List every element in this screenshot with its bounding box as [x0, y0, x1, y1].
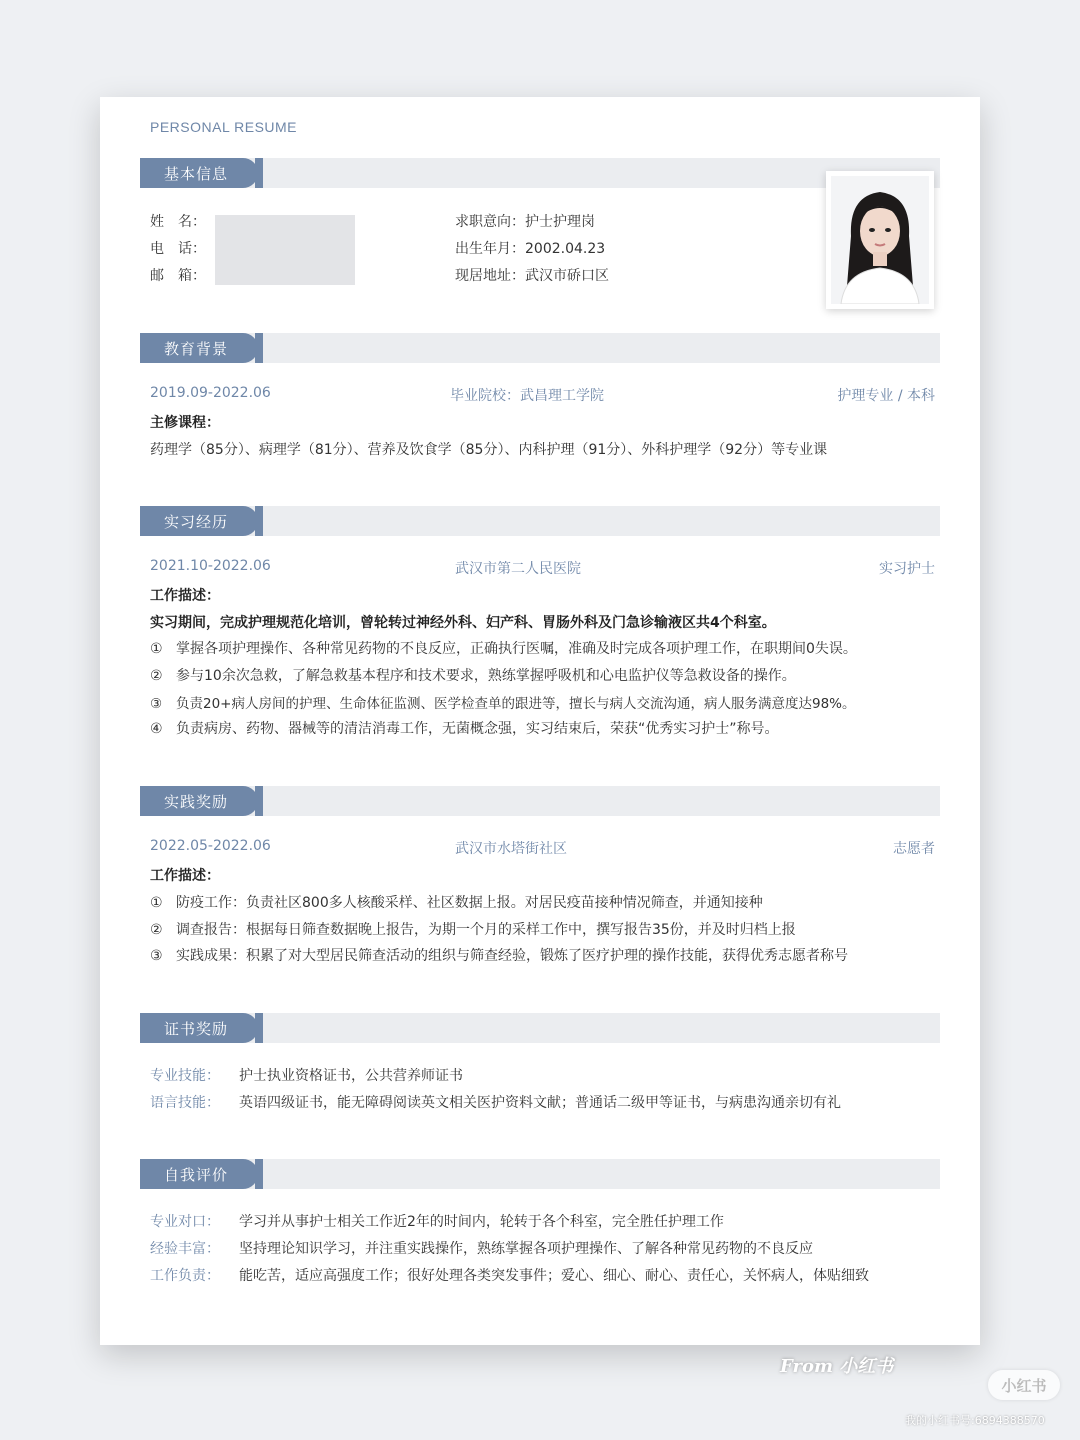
resume-title: PERSONAL RESUME	[150, 119, 298, 135]
section-basic-info-label: 基本信息	[140, 158, 258, 188]
redacted-block	[215, 215, 355, 285]
email-row: 邮 箱：	[150, 268, 206, 284]
section-self-evaluation-label: 自我评价	[140, 1159, 258, 1189]
practice-desc-label: 工作描述：	[150, 868, 220, 884]
courses-text: 药理学（85分）、病理学（81分）、营养及饮食学（85分）、内科护理（91分）、外科护理学（92分）等专业课	[150, 442, 828, 458]
cert-row: 专业技能： 护士执业资格证书，公共营养师证书	[150, 1068, 463, 1084]
list-item: ④ 负责病房、药物、器械等的清洁消毒工作，无菌概念强，实习结束后，荣获“优秀实习护士”称号。	[150, 721, 779, 737]
list-item: ② 参与10余次急救，了解急救基本程序和技术要求，熟练掌握呼吸机和心电监护仪等急救设备的操作。	[150, 668, 796, 684]
resume-paper	[100, 97, 980, 1345]
name-row: 姓 名：	[150, 214, 206, 230]
section-education-label: 教育背景	[140, 333, 258, 363]
practice-date: 2022.05-2022.06	[150, 838, 271, 854]
self-eval-row: 工作负责： 能吃苦，适应高强度工作；很好处理各类突发事件；爱心、细心、耐心、责任心，关怀病人，体贴细致	[150, 1268, 869, 1284]
internship-org: 武汉市第二人民医院	[455, 561, 581, 577]
phone-row: 电 话：	[150, 241, 206, 257]
list-item: ② 调查报告：根据每日筛查数据晚上报告，为期一个月的采样工作中，撰写报告35份，并及时归档上报	[150, 922, 796, 938]
self-eval-row: 经验丰富： 坚持理论知识学习，并注重实践操作，熟练掌握各项护理操作、了解各种常见药物的不良反应	[150, 1241, 813, 1257]
address-row: 现居地址：武汉市硚口区	[455, 268, 609, 284]
list-item: ① 掌握各项护理操作、各种常见药物的不良反应，正确执行医嘱，准确及时完成各项护理工作，在职期间0失误。	[150, 641, 857, 657]
list-item: ③ 实践成果：积累了对大型居民筛查活动的组织与筛查经验，锻炼了医疗护理的操作技能，获得优秀志愿者称号	[150, 948, 848, 964]
section-tick	[255, 158, 263, 188]
section-tick	[255, 1159, 263, 1189]
section-education	[140, 333, 940, 363]
account-id-watermark: 我的小红书号:6894388570	[905, 1414, 1045, 1427]
cert-row: 语言技能： 英语四级证书，能无障碍阅读英文相关医护资料文献；普通话二级甲等证书，与病患沟通亲切有礼	[150, 1095, 841, 1111]
from-watermark: From 小红书	[780, 1356, 894, 1377]
internship-date: 2021.10-2022.06	[150, 558, 271, 574]
list-item: ③ 负责20+病人房间的护理、生命体征监测、医学检查单的跟进等，擅长与病人交流沟通，病人服务满意度达98%。	[150, 696, 856, 712]
education-date: 2019.09-2022.06	[150, 385, 271, 401]
section-certificates-label: 证书奖励	[140, 1013, 258, 1043]
practice-org: 武汉市水塔街社区	[455, 841, 567, 857]
profile-photo	[826, 171, 934, 309]
internship-summary: 实习期间，完成护理规范化培训，曾轮转过神经外科、妇产科、胃肠外科及门急诊输液区共4个科室。	[150, 615, 776, 631]
education-school: 毕业院校：武昌理工学院	[450, 388, 604, 404]
internship-desc-label: 工作描述：	[150, 588, 220, 604]
courses-label: 主修课程：	[150, 415, 220, 431]
section-internship-label: 实习经历	[140, 506, 258, 536]
avatar	[831, 176, 929, 304]
list-item: ① 防疫工作：负责社区800多人核酸采样、社区数据上报。对居民疫苗接种情况筛查，并通知接种	[150, 895, 763, 911]
section-basic-info	[140, 158, 940, 188]
section-practice-label: 实践奖励	[140, 786, 258, 816]
internship-role: 实习护士	[879, 561, 935, 577]
job-intent-row: 求职意向：护士护理岗	[455, 214, 595, 230]
section-tick	[255, 786, 263, 816]
self-eval-row: 专业对口： 学习并从事护士相关工作近2年的时间内，轮转于各个科室，完全胜任护理工作	[150, 1214, 724, 1230]
section-tick	[255, 506, 263, 536]
section-self-evaluation	[140, 1159, 940, 1189]
section-certificates	[140, 1013, 940, 1043]
education-major: 护理专业 / 本科	[837, 388, 935, 404]
section-internship	[140, 506, 940, 536]
section-tick	[255, 333, 263, 363]
section-practice	[140, 786, 940, 816]
xiaohongshu-logo: 小红书	[988, 1370, 1060, 1400]
birth-row: 出生年月：2002.04.23	[455, 241, 606, 257]
section-tick	[255, 1013, 263, 1043]
practice-role: 志愿者	[893, 841, 935, 857]
